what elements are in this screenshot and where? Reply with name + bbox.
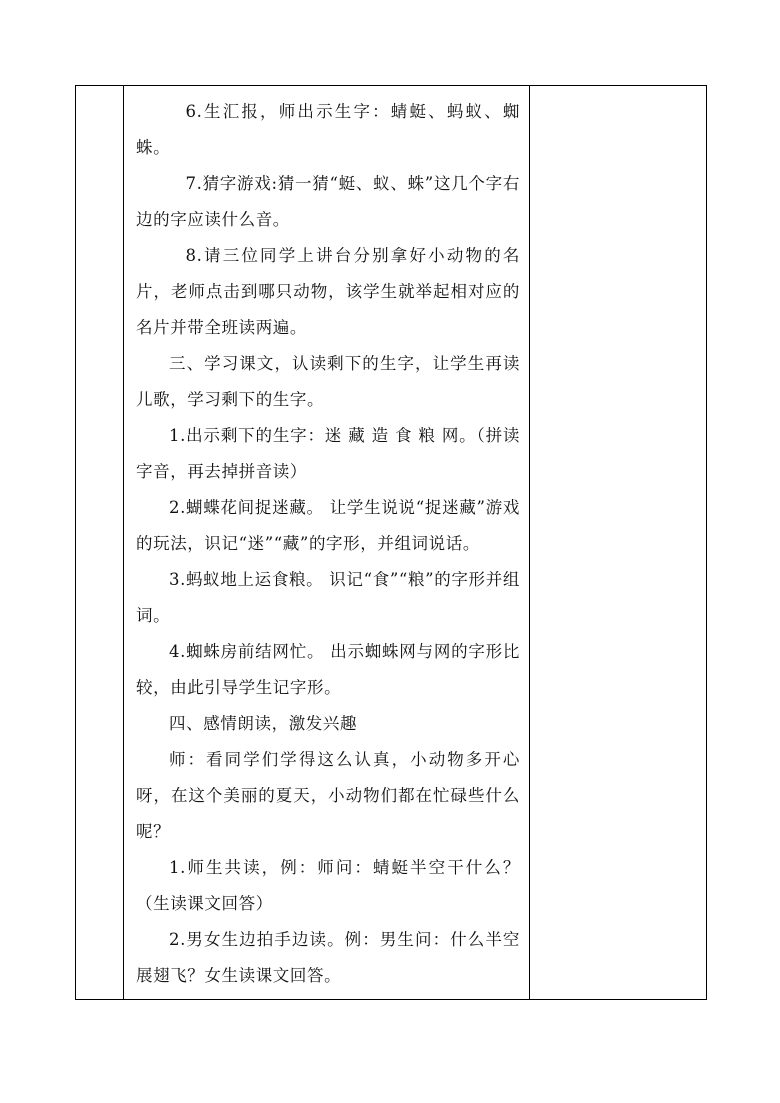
paragraph-step-7: 7.猜字游戏:猜一猜“蜓、蚁、蛛”这几个字右边的字应读什么音。	[136, 174, 520, 229]
paragraph-section-3: 三、学习课文，认读剩下的生字，让学生再读儿歌，学习剩下的生字。	[136, 354, 520, 409]
paragraph-section-4: 四、感情朗读，激发兴趣	[169, 714, 358, 733]
paragraph-step-8: 8.请三位同学上讲台分别拿好小动物的名片，老师点击到哪只动物，该学生就举起相对应的名片并带全班读两遍。	[136, 246, 520, 337]
right-column-border	[529, 86, 530, 999]
paragraph-item-4: 4.蜘蛛房前结网忙。 出示蜘蛛网与网的字形比较，由此引导学生记字形。	[136, 642, 520, 697]
lesson-plan-table	[75, 85, 707, 1000]
paragraph-reading-2: 2.男女生边拍手边读。例：男生问：什么半空展翅飞？女生读课文回答。	[136, 930, 520, 985]
paragraph-step-6: 6.生汇报，师出示生字：蜻蜓、蚂蚁、蜘蛛。	[136, 102, 520, 157]
paragraph-reading-1: 1.师生共读，例：师问：蜻蜓半空干什么？（生读课文回答）	[136, 858, 520, 913]
paragraph-teacher-prompt: 师：看同学们学得这么认真，小动物多开心呀，在这个美丽的夏天，小动物们都在忙碌些什么呢？	[136, 750, 520, 841]
paragraph-item-3: 3.蚂蚁地上运食粮。 识记“食”“粮”的字形并组词。	[136, 570, 520, 625]
paragraph-item-2: 2.蝴蝶花间捉迷藏。 让学生说说“捉迷藏”游戏的玩法，识记“迷”“藏”的字形，并组词说话。	[136, 498, 520, 553]
lesson-content-cell	[124, 86, 528, 999]
paragraph-item-1: 1.出示剩下的生字：迷 藏 造 食 粮 网。（拼读字音，再去掉拼音读）	[136, 426, 520, 481]
